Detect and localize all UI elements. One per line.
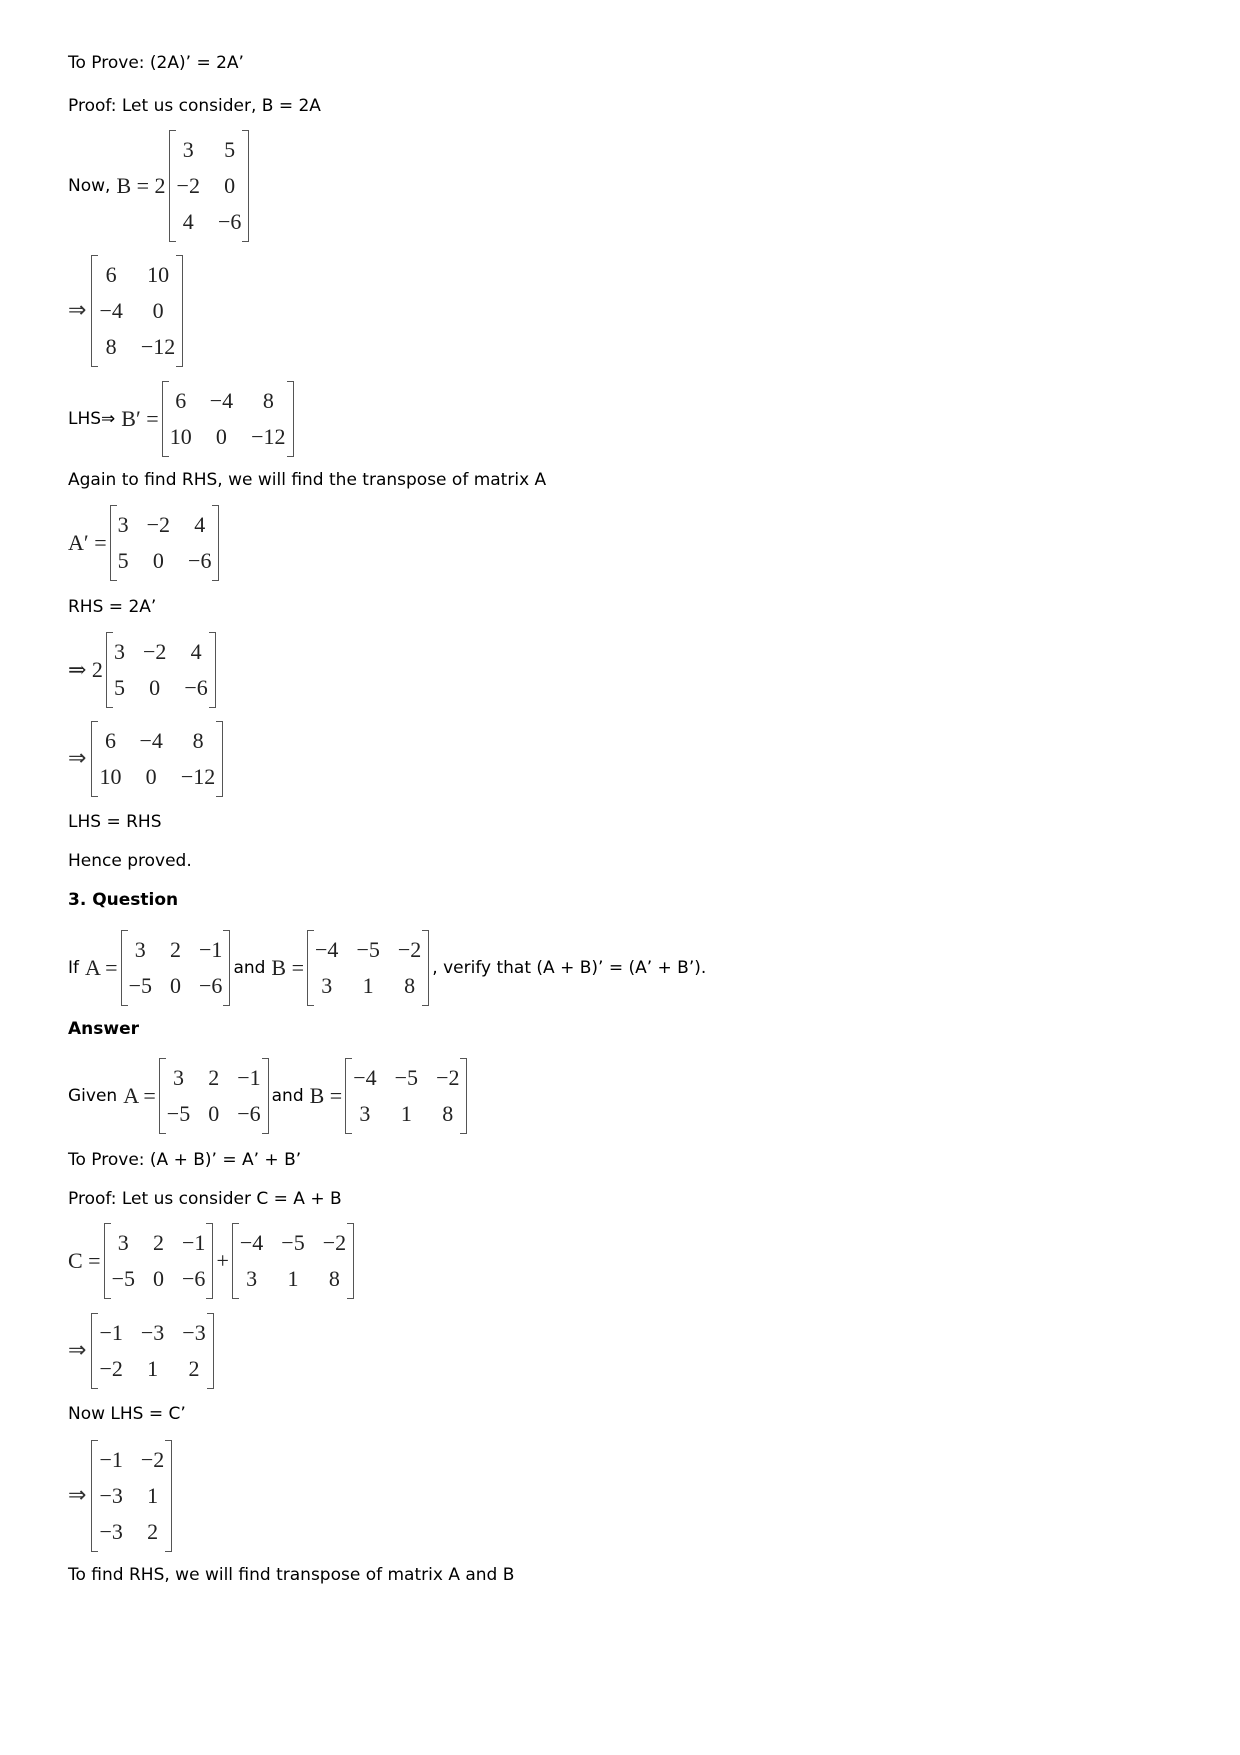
matrix-cell: 0 [152, 548, 164, 573]
matrix-b-prime [162, 381, 294, 457]
matrix-cell: 10 [99, 764, 122, 789]
matrix-cell: 1 [147, 1356, 159, 1381]
matrix-cell: −4 [209, 388, 234, 413]
a-equals: A = [123, 1083, 156, 1108]
to-prove-2-text: To Prove: (A + B)’ = A’ + B’ [68, 1150, 302, 1170]
matrix-cell: 0 [145, 764, 157, 789]
matrix-cell: −3 [99, 1483, 123, 1508]
a-prime-line [68, 505, 222, 581]
proof-text: Proof: Let us consider, B = 2A [68, 96, 321, 116]
matrix-cell: 0 [224, 173, 236, 198]
rhs-eq-line [68, 597, 156, 617]
matrix-cell: 8 [328, 1266, 340, 1291]
matrix-cell: 3 [321, 973, 333, 998]
matrix-cell: 2 [147, 1519, 159, 1544]
matrix-cell: −3 [140, 1320, 165, 1345]
matrix-cell: −3 [182, 1320, 206, 1345]
matrix-cell: 5 [224, 137, 236, 162]
matrix-cell: −2 [146, 512, 171, 537]
matrix-cell: 5 [117, 548, 129, 573]
arrow-result-line [68, 721, 226, 797]
if-label: If [68, 958, 79, 978]
two-a-prime-line [68, 632, 219, 708]
matrix-cell: −5 [128, 973, 153, 998]
now-lhs-c-text: Now LHS = C’ [68, 1404, 186, 1424]
matrix-cell: −6 [217, 209, 242, 234]
to-prove-2-line [68, 1150, 301, 1170]
matrix-cell: 8 [442, 1101, 454, 1126]
matrix-a-prime-2 [106, 632, 216, 708]
matrix-cell: 2 [208, 1065, 220, 1090]
matrix-cell: −6 [182, 1266, 206, 1291]
matrix-cell: −12 [180, 764, 216, 789]
matrix-cell: −1 [199, 937, 223, 962]
matrix-cell: 3 [117, 1230, 129, 1255]
matrix-cell: 3 [246, 1266, 258, 1291]
matrix-cell: 0 [152, 298, 164, 323]
c-prime-line [68, 1440, 175, 1552]
matrix-cell: −1 [182, 1230, 206, 1255]
matrix-cell: −5 [281, 1230, 305, 1255]
matrix-cell: 8 [105, 334, 117, 359]
matrix-cell: 5 [113, 675, 125, 700]
matrix-cell: −6 [199, 973, 223, 998]
again-rhs-text: Again to find RHS, we will find the transpose of matrix A [68, 470, 547, 490]
b-equals: B = [271, 955, 305, 980]
matrix-cell: 10 [147, 262, 170, 287]
matrix-cell: 4 [194, 512, 206, 537]
matrix-cell: −5 [166, 1101, 191, 1126]
proof-line [68, 96, 321, 116]
hence-text: Hence proved. [68, 851, 192, 871]
verify-text: , verify that (A + B)’ = (A’ + B’). [432, 958, 707, 978]
matrix-cell: 0 [208, 1101, 220, 1126]
matrix-a-prime [110, 505, 220, 581]
matrix-two-a-prime [91, 721, 223, 797]
matrix-cell: −3 [99, 1519, 123, 1544]
proof-2-line [68, 1189, 342, 1209]
answer-heading [68, 1019, 139, 1039]
matrix-cell: 4 [190, 639, 202, 664]
matrix-c-sum [91, 1313, 213, 1389]
c-equals: C = [68, 1248, 101, 1273]
matrix-cell: −5 [356, 937, 380, 962]
matrix-cell: −6 [237, 1101, 261, 1126]
matrix-cell: −2 [436, 1065, 460, 1090]
b-equals-2: B = 2 [116, 173, 166, 198]
matrix-c-a [104, 1223, 214, 1299]
rhs-eq-text: RHS = 2A’ [68, 597, 157, 617]
matrix-c-prime [91, 1440, 172, 1552]
implies-arrow: ⇒ [68, 1338, 87, 1363]
b-prime-equals: B′ = [121, 406, 159, 431]
question-heading-text: 3. Question [68, 890, 179, 910]
a-equals: A = [85, 955, 118, 980]
matrix-cell: 8 [404, 973, 416, 998]
matrix-a-3x2 [169, 130, 250, 242]
to-find-rhs-text: To find RHS, we will find transpose of matrix A and B [68, 1565, 515, 1585]
c-result-line [68, 1313, 217, 1389]
matrix-cell: −12 [251, 424, 286, 449]
matrix-cell: −6 [184, 675, 208, 700]
matrix-cell: −2 [176, 173, 200, 198]
matrix-cell: −4 [239, 1230, 264, 1255]
now-b-line [68, 130, 252, 242]
matrix-cell: 3 [117, 512, 129, 537]
b-equals: B = [309, 1083, 343, 1108]
matrix-given-a [159, 1058, 269, 1134]
again-rhs-line [68, 470, 546, 490]
matrix-cell: 0 [215, 424, 227, 449]
given-label: Given [68, 1086, 118, 1106]
matrix-cell: 0 [149, 675, 161, 700]
matrix-cell: 1 [362, 973, 374, 998]
a-prime-equals: A′ = [68, 530, 107, 555]
implies-two: ⇒ 2 [68, 657, 103, 682]
matrix-cell: 0 [170, 973, 182, 998]
implies-arrow: ⇒ [68, 1483, 87, 1508]
and-label: and [233, 958, 266, 978]
matrix-b-3x2 [91, 255, 183, 367]
matrix-cell: 8 [192, 728, 204, 753]
given-line [68, 1058, 470, 1134]
matrix-cell: 3 [173, 1065, 184, 1090]
matrix-cell: −1 [99, 1320, 123, 1345]
plus-sign: + [216, 1248, 229, 1273]
matrix-cell: 4 [182, 209, 194, 234]
lhs-eq-rhs-text: LHS = RHS [68, 812, 162, 832]
matrix-cell: −12 [140, 334, 176, 359]
matrix-cell: 3 [134, 937, 146, 962]
answer-heading-text: Answer [68, 1019, 139, 1039]
matrix-cell: −4 [353, 1065, 377, 1090]
matrix-cell: −4 [99, 298, 123, 323]
matrix-cell: 8 [262, 388, 274, 413]
now-lhs-c-line [68, 1404, 186, 1424]
matrix-cell: −4 [315, 937, 339, 962]
matrix-cell: 1 [287, 1266, 299, 1291]
matrix-cell: 0 [153, 1266, 165, 1291]
matrix-cell: 6 [104, 728, 116, 753]
matrix-cell: 1 [147, 1483, 159, 1508]
matrix-given-b [345, 1058, 467, 1134]
matrix-q3-b [307, 930, 429, 1006]
implies-arrow: ⇒ [68, 298, 87, 323]
matrix-cell: 3 [182, 137, 194, 162]
matrix-cell: 1 [400, 1101, 412, 1126]
c-sum-line [68, 1223, 357, 1299]
and-label: and [271, 1086, 304, 1106]
proof-2-text: Proof: Let us consider C = A + B [68, 1189, 342, 1209]
now-label: Now, [68, 176, 111, 196]
matrix-q3-a [121, 930, 231, 1006]
matrix-cell: −2 [140, 1447, 165, 1472]
matrix-c-b [232, 1223, 354, 1299]
matrix-cell: 10 [169, 424, 192, 449]
matrix-cell: −2 [322, 1230, 347, 1255]
question-line [68, 930, 706, 1006]
matrix-cell: 2 [153, 1230, 165, 1255]
matrix-cell: 3 [359, 1101, 371, 1126]
lhs-label: LHS⇒ [68, 409, 116, 429]
matrix-cell: 6 [175, 388, 187, 413]
matrix-cell: −1 [99, 1447, 123, 1472]
arrow-b-line [68, 255, 186, 367]
hence-line [68, 851, 192, 871]
lhs-b-prime-line [68, 381, 297, 457]
matrix-cell: −2 [99, 1356, 123, 1381]
matrix-cell: −2 [397, 937, 422, 962]
matrix-cell: −1 [237, 1065, 261, 1090]
matrix-cell: 2 [170, 937, 182, 962]
matrix-cell: −5 [111, 1266, 136, 1291]
lhs-eq-rhs-line [68, 812, 161, 832]
matrix-cell: −4 [139, 728, 163, 753]
matrix-cell: 3 [113, 639, 125, 664]
to-prove-line [68, 53, 244, 73]
to-find-rhs-line [68, 1565, 514, 1585]
implies-arrow: ⇒ [68, 746, 87, 771]
matrix-cell: 2 [188, 1356, 200, 1381]
matrix-cell: 6 [105, 262, 117, 287]
matrix-cell: −6 [188, 548, 212, 573]
to-prove-text: To Prove: (2A)’ = 2A’ [68, 53, 244, 73]
matrix-cell: −5 [394, 1065, 419, 1090]
matrix-cell: −2 [142, 639, 167, 664]
question-heading [68, 890, 178, 910]
